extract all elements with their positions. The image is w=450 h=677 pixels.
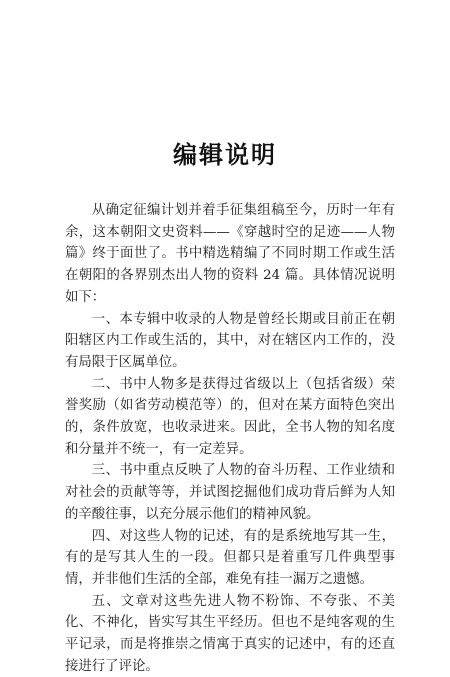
paragraph-item-4: 四、对这些人物的记述，有的是系统地写其一生，有的是写其人生的一段。但都只是着重写几件典型事情，并非他们生活的全部，难免有挂一漏万之遗憾。 (65, 528, 395, 587)
paragraph-item-2: 二、书中人物多是获得过省级以上（包括省级）荣誉奖励（如省劳动模范等）的，但对在某方面特色突出的，条件放宽，也收录进来。因此，全书人物的知名度和分量并不统一，有一定差异。 (65, 376, 395, 457)
document-body (65, 200, 395, 677)
paragraph-intro: 从确定征编计划并着手征集组稿至今，历时一年有余，这本朝阳文史资料——《穿越时空的足迹——人物篇》终于面世了。书中精选精编了不同时期工作或生活在朝阳的各界别杰出人物的资料 24 篇。具体情况说明如下： (65, 203, 395, 305)
paragraph-item-1: 一、本专辑中收录的人物是曾经长期或目前正在朝阳辖区内工作或生活的，其中，对在辖区内工作的，没有局限于区属单位。 (65, 311, 395, 370)
paragraph-item-5: 五、文章对这些先进人物不粉饰、不夸张、不美化、不神化，皆实写其生平经历。但也不是纯客观的生平记录，而是将推崇之情寓于真实的记述中，有的还直接进行了评论。 (65, 593, 395, 674)
page-title: 编辑说明 (173, 141, 277, 169)
paragraph-item-3: 三、书中重点反映了人物的奋斗历程、工作业绩和对社会的贡献等等，并试图挖掘他们成功背后鲜为人知的辛酸往事，以充分展示他们的精神风貌。 (65, 463, 395, 522)
